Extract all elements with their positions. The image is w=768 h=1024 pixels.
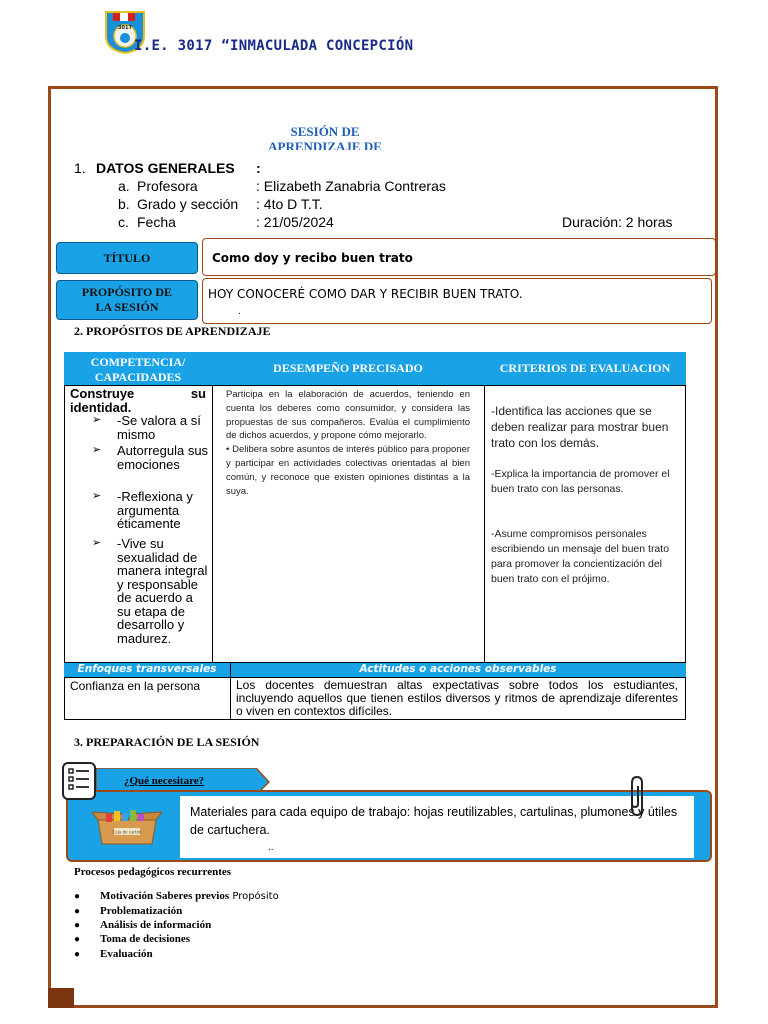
proceso-item: Análisis de información xyxy=(100,919,212,931)
datos-letter: c. xyxy=(118,214,129,230)
proceso-item xyxy=(100,890,279,902)
proceso-item-bold: Motivación Saberes previos xyxy=(100,890,230,902)
need-label: ¿Qué necesitare? xyxy=(124,775,205,787)
datos-label-grado: Grado y sección xyxy=(137,196,239,212)
bullet-icon: ● xyxy=(74,934,81,945)
bullet-icon: ● xyxy=(74,906,81,917)
competencia-name: Construye su identidad. xyxy=(70,386,206,415)
checklist-icon xyxy=(62,762,96,800)
session-title xyxy=(200,124,450,150)
header-competencia-line2: CAPACIDADES xyxy=(94,370,182,384)
actitudes-header: Actitudes o acciones observables xyxy=(359,663,557,675)
materials-dots: .. xyxy=(268,842,274,853)
arrow-bullet-icon: ➢ xyxy=(92,414,102,426)
datos-generales-number: 1. xyxy=(74,160,86,176)
datos-label-profesora: Profesora xyxy=(137,178,198,194)
datos-value-fecha: : 21/05/2024 xyxy=(256,214,334,230)
proceso-item-extra: Propósito xyxy=(229,891,279,902)
session-title-line1: SESIÓN DE xyxy=(290,124,360,139)
datos-generales-title: DATOS GENERALES xyxy=(96,160,235,176)
datos-value-profesora: : Elizabeth Zanabria Contreras xyxy=(256,178,446,194)
criterio-item: -Explica la importancia de promover el buen trato con las personas. xyxy=(491,468,670,495)
proceso-item: Toma de decisiones xyxy=(100,933,191,945)
criterio-item: -Asume compromisos personales escribiendo un mensaje del buen trato para promover la concientización del buen trato con el prójimo. xyxy=(491,528,670,585)
titulo-label: TÍTULO xyxy=(56,242,198,274)
paperclip-icon xyxy=(624,774,650,818)
header-desempeno: DESEMPEÑO PRECISADO xyxy=(212,352,485,386)
datos-label-fecha: Fecha xyxy=(137,214,176,230)
arrow-bullet-icon: ➢ xyxy=(92,490,102,502)
proposito-label xyxy=(56,280,198,320)
session-title-line2: APRENDIZAJE DE xyxy=(268,139,382,150)
column-divider xyxy=(484,386,485,662)
datos-letter: b. xyxy=(118,196,130,212)
proposito-label-line1: PROPÓSITO DE xyxy=(81,285,173,299)
titulo-value: Como doy y recibo buen trato xyxy=(212,251,413,265)
datos-letter: a. xyxy=(118,178,130,194)
enfoque-value: Confianza en la persona xyxy=(70,679,201,693)
header-competencia xyxy=(64,352,213,386)
capacidad-item: -Vive su sexualidad de manera integral y responsable de acuerdo a su etapa de desarrollo y madurez. xyxy=(117,536,208,646)
duration: Duración: 2 horas xyxy=(562,214,673,230)
proposito-label-line2: LA SESIÓN xyxy=(95,300,159,314)
capacidad-item: -Reflexiona y argumenta éticamente xyxy=(117,489,193,531)
capacidad-item: -Se valora a sí mismo xyxy=(117,413,201,442)
bullet-icon: ● xyxy=(74,891,81,902)
arrow-bullet-icon: ➢ xyxy=(92,444,102,456)
cardboard-box-icon xyxy=(92,808,162,846)
materials-text: Materiales para cada equipo de trabajo: hojas reutilizables, cartulinas, plumones y útiles de cartuchera. xyxy=(190,805,678,837)
bullet-icon: ● xyxy=(74,920,81,931)
datos-generales-colon: : xyxy=(256,160,261,176)
header-competencia-line1: COMPETENCIA/ xyxy=(90,355,186,369)
column-divider xyxy=(230,662,231,720)
procesos-title: Procesos pedagógicos recurrentes xyxy=(74,866,232,878)
capacidad-item: Autorregula sus emociones xyxy=(117,443,209,472)
enfoques-header: Enfoques transversales xyxy=(77,663,217,675)
arrow-bullet-icon: ➢ xyxy=(92,537,102,549)
proposito-value: HOY CONOCERÉ COMO DAR Y RECIBIR BUEN TRATO. xyxy=(208,287,523,301)
header-criterios: CRITERIOS DE EVALUACION xyxy=(484,352,686,386)
proceso-item: Evaluación xyxy=(100,948,153,960)
proceso-item: Problematización xyxy=(100,905,183,917)
datos-value-grado: : 4to D T.T. xyxy=(256,196,323,212)
desempeno-text: Participa en la elaboración de acuerdos, teniendo en cuenta los deberes como consumidor, y considera las propuestas de sus compañeros. Evalúa el cumplimiento de dichos acuerdos, y propone cómo mejorarlo. • Delibera sobre asuntos de interés público para proponer y participar en actividades colectivas orientadas al bien común, y reconoce que existen opiniones distintas a la suya. xyxy=(226,389,470,497)
school-name: I.E. 3017 “INMACULADA CONCEPCIÓN xyxy=(134,38,414,54)
logo-number: 3017 xyxy=(118,25,132,31)
criterio-item: -Identifica las acciones que se deben realizar para mostrar buen trato con los demás. xyxy=(491,404,669,450)
box-label: Caja de cartón xyxy=(112,829,142,835)
column-divider xyxy=(212,386,213,662)
section-2-title: 2. PROPÓSITOS DE APRENDIZAJE xyxy=(74,324,271,338)
actitud-value: Los docentes demuestran altas expectativas sobre todos los estudiantes, incluyendo aquellos que tienen estilos diversos y ritmos de aprendizaje diferentes o viven en contextos difíciles. xyxy=(236,678,678,718)
proposito-dot: . xyxy=(238,306,241,317)
bullet-icon: ● xyxy=(74,949,81,960)
section-3-title: 3. PREPARACIÓN DE LA SESIÓN xyxy=(74,735,260,749)
proposito-value-box xyxy=(202,278,712,324)
frame-corner-decoration xyxy=(48,988,74,1008)
